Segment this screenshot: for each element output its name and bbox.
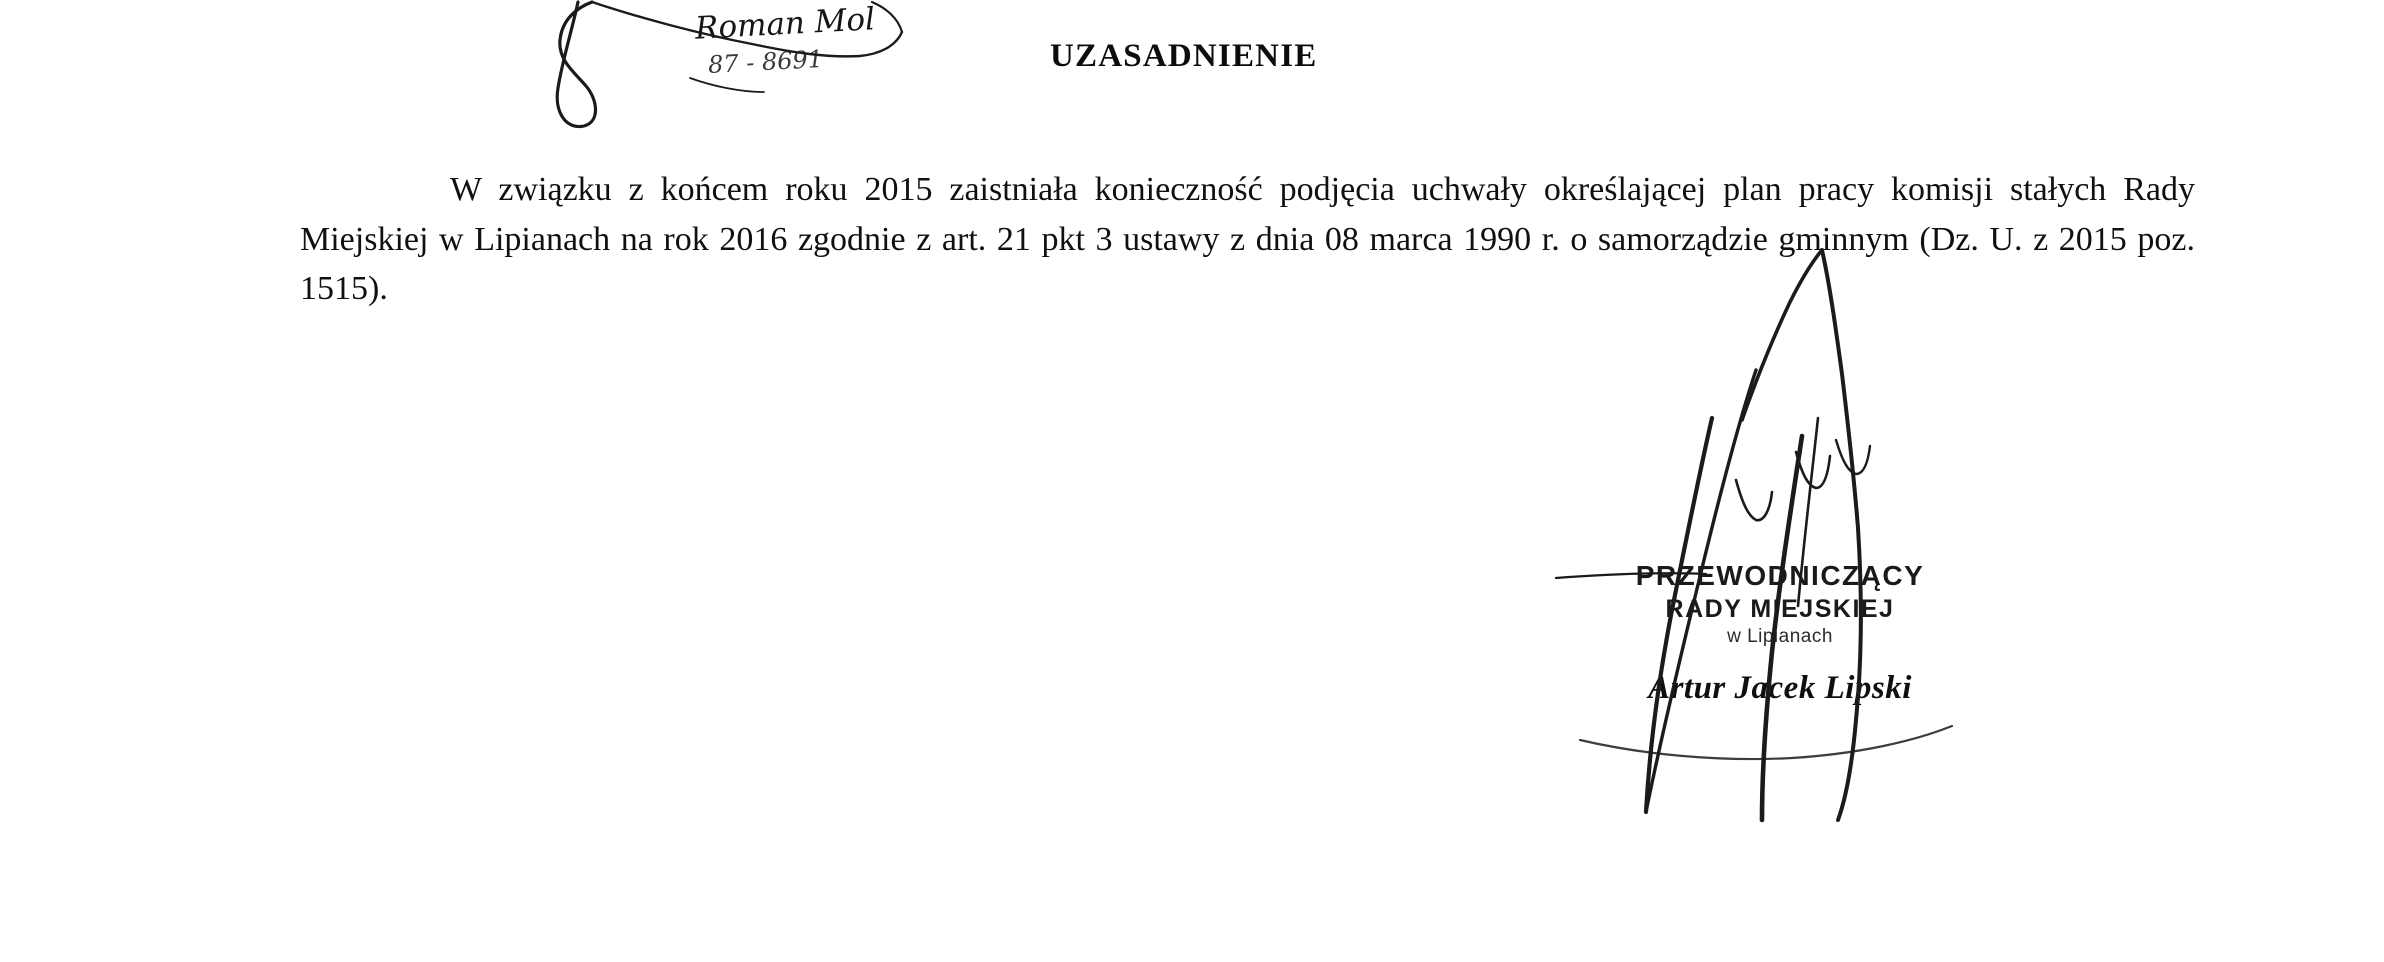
page-title: UZASADNIENIE bbox=[1050, 38, 1318, 74]
handwritten-annotation-name: Roman Mol bbox=[694, 1, 876, 47]
document-body bbox=[300, 165, 2195, 314]
handwritten-annotation bbox=[640, 0, 970, 130]
signature-role-line-1: PRZEWODNICZĄCY bbox=[1635, 560, 1925, 591]
body-paragraph: W związku z końcem roku 2015 zaistniała konieczność podjęcia uchwały określającej plan pracy komisji stałych Rady Miejskiej w Lipianach na rok 2016 zgodnie z art. 21 pkt 3 ustawy z dnia 08 marca 1990 r. o samorządzie gminnym (Dz. U. z 2015 poz. 1515). bbox=[300, 171, 2195, 308]
signature-role-line-2: RADY MIEJSKIEJ bbox=[1665, 595, 1895, 624]
handwritten-annotation-number: 87 - 8691 bbox=[707, 45, 824, 79]
signature-name: Artur Jacek Lipski bbox=[1648, 670, 1912, 707]
signature-role-line-3: w Lipianach bbox=[1727, 626, 1833, 648]
signature-block bbox=[1545, 560, 2015, 707]
